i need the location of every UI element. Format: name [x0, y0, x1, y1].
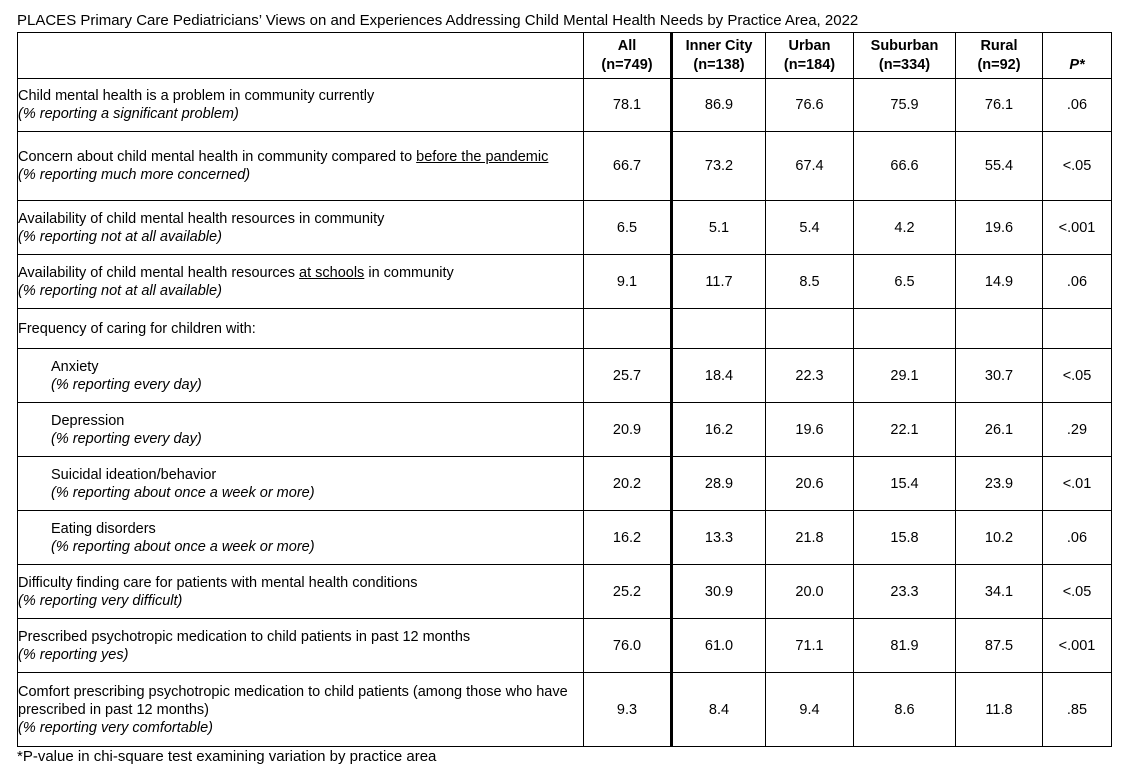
cell-suburban: 15.4: [854, 457, 956, 511]
cell-inner-city: 8.4: [672, 673, 766, 747]
cell-p-value: <.001: [1043, 201, 1112, 255]
table-row: [18, 673, 1112, 747]
cell-urban: 76.6: [766, 79, 854, 132]
row-label: Prescribed psychotropic medication to child patients in past 12 months (% reporting yes): [18, 619, 584, 673]
table-row: [18, 565, 1112, 619]
cell-urban: 19.6: [766, 403, 854, 457]
cell-suburban: 8.6: [854, 673, 956, 747]
row-label: Eating disorders (% reporting about once a week or more): [18, 511, 584, 565]
table-row: [18, 132, 1112, 201]
cell-inner-city: 28.9: [672, 457, 766, 511]
cell-p-value: .06: [1043, 255, 1112, 309]
cell-inner-city: 5.1: [672, 201, 766, 255]
cell-all: 66.7: [584, 132, 672, 201]
cell-p-value: .29: [1043, 403, 1112, 457]
cell-inner-city: 11.7: [672, 255, 766, 309]
cell-rural: [956, 309, 1043, 349]
cell-p-value: .06: [1043, 79, 1112, 132]
column-header-all: All (n=749): [584, 33, 672, 79]
column-header-p-value: P*: [1043, 33, 1112, 79]
table-row: [18, 201, 1112, 255]
cell-rural: 23.9: [956, 457, 1043, 511]
cell-p-value: <.001: [1043, 619, 1112, 673]
cell-rural: 19.6: [956, 201, 1043, 255]
row-label: Availability of child mental health resources in community (% reporting not at all available): [18, 201, 584, 255]
cell-p-value: <.05: [1043, 132, 1112, 201]
cell-inner-city: 86.9: [672, 79, 766, 132]
table-row: [18, 403, 1112, 457]
row-label: Concern about child mental health in community compared to before the pandemic (% reporting much more concerned): [18, 132, 584, 201]
cell-suburban: 6.5: [854, 255, 956, 309]
table-title: PLACES Primary Care Pediatricians’ Views on and Experiences Addressing Child Mental Health Needs by Practice Area, 2022: [17, 12, 859, 29]
cell-p-value: [1043, 309, 1112, 349]
cell-rural: 11.8: [956, 673, 1043, 747]
cell-urban: 5.4: [766, 201, 854, 255]
cell-inner-city: 73.2: [672, 132, 766, 201]
cell-p-value: <.05: [1043, 349, 1112, 403]
cell-inner-city: 61.0: [672, 619, 766, 673]
cell-inner-city: 16.2: [672, 403, 766, 457]
section-row: [18, 309, 1112, 349]
cell-all: 76.0: [584, 619, 672, 673]
cell-urban: 22.3: [766, 349, 854, 403]
cell-inner-city: 30.9: [672, 565, 766, 619]
cell-rural: 26.1: [956, 403, 1043, 457]
column-header-suburban: Suburban (n=334): [854, 33, 956, 79]
cell-all: 6.5: [584, 201, 672, 255]
header-label-cell: [18, 33, 584, 79]
cell-urban: [766, 309, 854, 349]
cell-urban: 21.8: [766, 511, 854, 565]
cell-inner-city: [672, 309, 766, 349]
cell-suburban: 66.6: [854, 132, 956, 201]
cell-all: 9.1: [584, 255, 672, 309]
cell-urban: 9.4: [766, 673, 854, 747]
data-table: [17, 32, 1112, 747]
cell-urban: 67.4: [766, 132, 854, 201]
row-label: Anxiety (% reporting every day): [18, 349, 584, 403]
cell-suburban: 4.2: [854, 201, 956, 255]
cell-rural: 10.2: [956, 511, 1043, 565]
column-header-inner-city: Inner City (n=138): [672, 33, 766, 79]
cell-rural: 30.7: [956, 349, 1043, 403]
cell-suburban: 75.9: [854, 79, 956, 132]
table-row: [18, 79, 1112, 132]
cell-inner-city: 13.3: [672, 511, 766, 565]
cell-all: [584, 309, 672, 349]
table-row: [18, 619, 1112, 673]
row-label: Child mental health is a problem in community currently (% reporting a significant problem): [18, 79, 584, 132]
table-row: [18, 511, 1112, 565]
column-header-urban: Urban (n=184): [766, 33, 854, 79]
cell-rural: 34.1: [956, 565, 1043, 619]
cell-rural: 55.4: [956, 132, 1043, 201]
footnote: *P-value in chi-square test examining variation by practice area: [17, 748, 437, 765]
cell-inner-city: 18.4: [672, 349, 766, 403]
cell-rural: 14.9: [956, 255, 1043, 309]
row-label: Depression (% reporting every day): [18, 403, 584, 457]
cell-p-value: <.01: [1043, 457, 1112, 511]
row-label: Suicidal ideation/behavior (% reporting about once a week or more): [18, 457, 584, 511]
cell-suburban: 81.9: [854, 619, 956, 673]
header-row: [18, 33, 1112, 79]
table-row: [18, 457, 1112, 511]
cell-all: 16.2: [584, 511, 672, 565]
cell-all: 78.1: [584, 79, 672, 132]
cell-all: 20.2: [584, 457, 672, 511]
cell-p-value: <.05: [1043, 565, 1112, 619]
cell-rural: 76.1: [956, 79, 1043, 132]
cell-rural: 87.5: [956, 619, 1043, 673]
cell-urban: 8.5: [766, 255, 854, 309]
table-row: [18, 255, 1112, 309]
row-label: Difficulty finding care for patients with mental health conditions (% reporting very difficult): [18, 565, 584, 619]
cell-all: 9.3: [584, 673, 672, 747]
cell-suburban: [854, 309, 956, 349]
row-label: Comfort prescribing psychotropic medication to child patients (among those who have prescribed in past 12 months) (% reporting very comfortable): [18, 673, 584, 747]
column-header-rural: Rural (n=92): [956, 33, 1043, 79]
cell-p-value: .85: [1043, 673, 1112, 747]
cell-urban: 20.6: [766, 457, 854, 511]
cell-suburban: 29.1: [854, 349, 956, 403]
row-label: Availability of child mental health resources at schools in community (% reporting not at all available): [18, 255, 584, 309]
cell-urban: 20.0: [766, 565, 854, 619]
cell-all: 20.9: [584, 403, 672, 457]
cell-all: 25.7: [584, 349, 672, 403]
cell-all: 25.2: [584, 565, 672, 619]
table-row: [18, 349, 1112, 403]
cell-suburban: 15.8: [854, 511, 956, 565]
cell-suburban: 22.1: [854, 403, 956, 457]
section-label: Frequency of caring for children with:: [18, 309, 584, 349]
cell-p-value: .06: [1043, 511, 1112, 565]
cell-urban: 71.1: [766, 619, 854, 673]
cell-suburban: 23.3: [854, 565, 956, 619]
